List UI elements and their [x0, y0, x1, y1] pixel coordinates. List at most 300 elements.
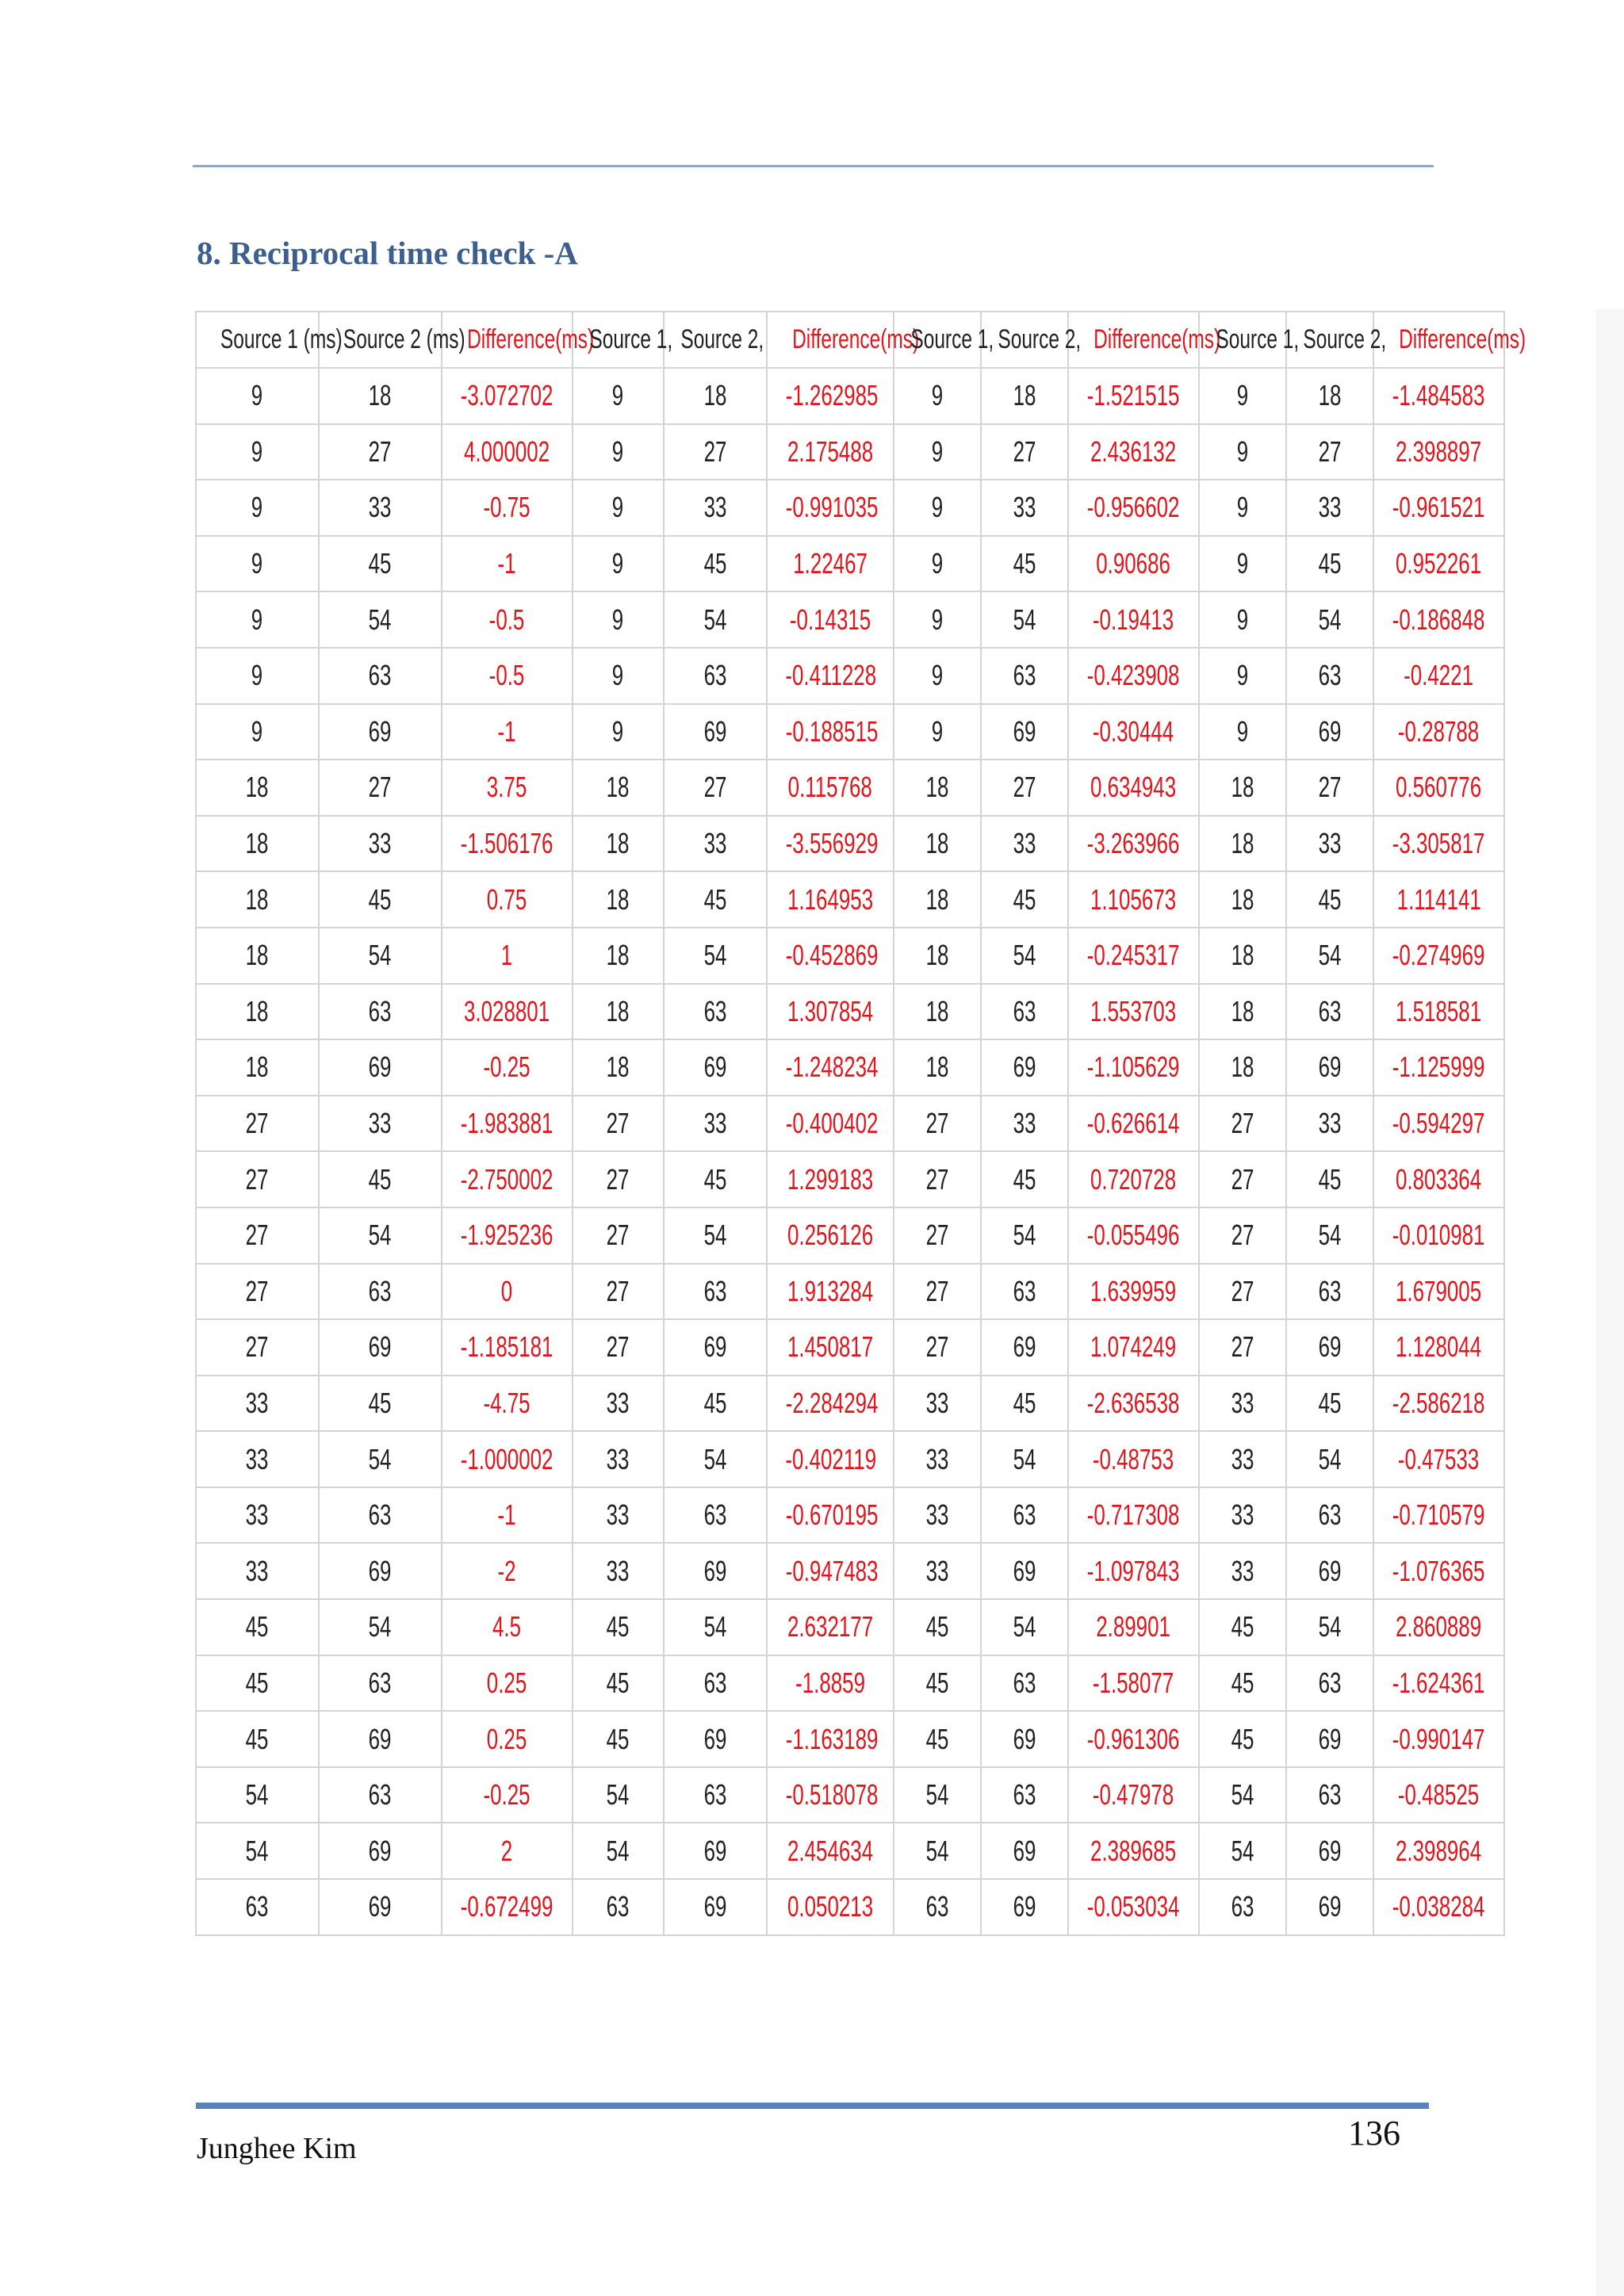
- source-cell: [573, 368, 664, 424]
- difference-cell: [767, 368, 894, 424]
- difference-cell: [1373, 1039, 1504, 1096]
- cell-value: -0.594297: [1392, 1107, 1485, 1140]
- cell-value: 2.436132: [1090, 434, 1177, 468]
- source-cell: [894, 1879, 981, 1935]
- source-cell: [664, 871, 767, 928]
- difference-cell: [442, 760, 573, 816]
- cell-value: 27: [1013, 434, 1036, 468]
- source-cell: [196, 1207, 319, 1264]
- cell-value: 45: [1013, 1162, 1036, 1196]
- source-cell: [981, 1767, 1068, 1823]
- source-cell: [319, 368, 442, 424]
- cell-value: -2.750002: [461, 1162, 553, 1196]
- difference-cell: [767, 1543, 894, 1599]
- cell-value: 33: [369, 1107, 392, 1140]
- cell-value: 0: [501, 1274, 513, 1307]
- cell-value: 45: [1231, 1610, 1254, 1644]
- cell-value: 69: [703, 1722, 727, 1755]
- difference-cell: [1373, 1376, 1504, 1432]
- source-cell: [894, 1151, 981, 1207]
- difference-cell: [442, 928, 573, 984]
- cell-value: 63: [703, 1778, 727, 1812]
- source-cell: [981, 871, 1068, 928]
- difference-cell: [442, 816, 573, 872]
- column-header: [1286, 312, 1387, 368]
- source-cell: [1199, 1711, 1286, 1767]
- difference-cell: [767, 591, 894, 648]
- difference-cell: [1373, 424, 1504, 480]
- column-header: [196, 312, 343, 368]
- cell-value: -0.956602: [1087, 491, 1180, 524]
- source-cell: [894, 480, 981, 536]
- difference-cell: [442, 1431, 573, 1487]
- cell-value: -1.105629: [1087, 1050, 1180, 1084]
- cell-value: -1.506176: [461, 827, 553, 860]
- source-cell: [196, 760, 319, 816]
- cell-value: 54: [703, 1610, 727, 1644]
- cell-value: 9: [931, 491, 944, 524]
- source-cell: [319, 1767, 442, 1823]
- cell-value: -0.4221: [1404, 659, 1474, 692]
- cell-value: 63: [1231, 1890, 1254, 1923]
- source-cell: [196, 984, 319, 1040]
- source-cell: [1199, 760, 1286, 816]
- cell-value: 33: [703, 1107, 727, 1140]
- cell-value: 69: [1013, 1330, 1036, 1364]
- table-row: [196, 1487, 1504, 1544]
- source-cell: [664, 1039, 767, 1096]
- difference-cell: [1068, 760, 1199, 816]
- difference-cell: [1373, 928, 1504, 984]
- source-cell: [573, 1487, 664, 1544]
- cell-value: 18: [925, 994, 949, 1027]
- cell-value: 9: [1236, 491, 1249, 524]
- cell-value: 1.22467: [793, 547, 868, 580]
- table-row: [196, 648, 1504, 704]
- source-cell: [1286, 1543, 1373, 1599]
- footer-author: Junghee Kim: [197, 2132, 357, 2165]
- cell-value: -3.072702: [461, 379, 553, 412]
- difference-cell: [442, 1319, 573, 1376]
- cell-value: 54: [1231, 1834, 1254, 1867]
- source-cell: [573, 928, 664, 984]
- cell-value: 45: [1318, 882, 1342, 916]
- cell-value: 0.115768: [787, 771, 873, 804]
- difference-cell: [1373, 368, 1504, 424]
- cell-value: 2: [501, 1834, 513, 1867]
- cell-value: 69: [1013, 1554, 1036, 1587]
- cell-value: 33: [246, 1386, 269, 1419]
- source-cell: [981, 1319, 1068, 1376]
- source-cell: [196, 1543, 319, 1599]
- cell-value: 33: [1318, 491, 1342, 524]
- source-cell: [981, 816, 1068, 872]
- difference-cell: [442, 1096, 573, 1152]
- source-cell: [573, 704, 664, 760]
- cell-value: 54: [925, 1834, 949, 1867]
- column-header: [1373, 312, 1526, 368]
- source-cell: [664, 816, 767, 872]
- difference-cell: [767, 760, 894, 816]
- source-cell: [981, 1376, 1068, 1432]
- table-row: [196, 1319, 1504, 1376]
- source-cell: [894, 591, 981, 648]
- cell-value: 54: [607, 1834, 630, 1867]
- table-row: [196, 1376, 1504, 1432]
- difference-cell: [442, 424, 573, 480]
- source-cell: [1199, 424, 1286, 480]
- table-row: [196, 1711, 1504, 1767]
- source-cell: [196, 1879, 319, 1935]
- source-cell: [1199, 984, 1286, 1040]
- cell-value: 54: [1013, 1219, 1036, 1252]
- table-header-row: [196, 312, 1504, 368]
- cell-value: -0.518078: [785, 1778, 879, 1812]
- source-cell: [894, 1711, 981, 1767]
- difference-cell: [442, 1655, 573, 1712]
- source-cell: [1199, 480, 1286, 536]
- cell-value: 2.389685: [1090, 1834, 1177, 1867]
- page-edge-shade: [1595, 309, 1624, 2296]
- column-header: [767, 312, 920, 368]
- cell-value: -0.48753: [1093, 1442, 1174, 1475]
- difference-cell: [767, 1039, 894, 1096]
- cell-value: 2.454634: [787, 1834, 874, 1867]
- cell-value: 69: [703, 1554, 727, 1587]
- source-cell: [1286, 928, 1373, 984]
- source-cell: [981, 1599, 1068, 1655]
- source-cell: [981, 1151, 1068, 1207]
- source-cell: [894, 1376, 981, 1432]
- difference-cell: [1068, 424, 1199, 480]
- cell-value: 9: [612, 491, 624, 524]
- table-body: [196, 368, 1504, 1935]
- cell-value: 0.803364: [1396, 1162, 1482, 1196]
- cell-value: 45: [246, 1610, 269, 1644]
- cell-value: 0.634943: [1090, 771, 1177, 804]
- cell-value: 27: [246, 1274, 269, 1307]
- source-cell: [1286, 871, 1373, 928]
- difference-cell: [1068, 480, 1199, 536]
- cell-value: 1.105673: [1090, 882, 1177, 916]
- source-cell: [573, 1543, 664, 1599]
- cell-value: 9: [1236, 714, 1249, 748]
- source-cell: [664, 591, 767, 648]
- difference-cell: [1373, 760, 1504, 816]
- difference-cell: [442, 1151, 573, 1207]
- cell-value: 69: [703, 1050, 727, 1084]
- cell-value: -0.245317: [1087, 939, 1180, 972]
- column-header-label: Source 1,: [589, 324, 673, 354]
- cell-value: 63: [703, 1498, 727, 1532]
- source-cell: [573, 1767, 664, 1823]
- difference-cell: [1068, 1711, 1199, 1767]
- cell-value: 27: [246, 1162, 269, 1196]
- section-title: 8. Reciprocal time check -A: [197, 235, 578, 271]
- cell-value: 54: [1013, 939, 1036, 972]
- cell-value: 45: [1231, 1666, 1254, 1699]
- cell-value: 63: [369, 1666, 392, 1699]
- cell-value: 0.050213: [787, 1890, 874, 1923]
- cell-value: 69: [369, 1050, 392, 1084]
- source-cell: [573, 1655, 664, 1712]
- source-cell: [1286, 984, 1373, 1040]
- difference-cell: [1373, 1767, 1504, 1823]
- source-cell: [573, 1039, 664, 1096]
- cell-value: 33: [1231, 1442, 1254, 1475]
- source-cell: [894, 1487, 981, 1544]
- cell-value: 69: [1013, 1050, 1036, 1084]
- cell-value: -1.248234: [785, 1050, 879, 1084]
- source-cell: [319, 1655, 442, 1712]
- source-cell: [319, 424, 442, 480]
- difference-cell: [1068, 1207, 1199, 1264]
- source-cell: [664, 1879, 767, 1935]
- cell-value: 1.913284: [787, 1274, 874, 1307]
- source-cell: [664, 1376, 767, 1432]
- cell-value: 54: [369, 939, 392, 972]
- source-cell: [319, 1543, 442, 1599]
- source-cell: [1199, 1879, 1286, 1935]
- cell-value: 18: [1231, 939, 1254, 972]
- cell-value: 33: [607, 1442, 630, 1475]
- cell-value: -0.710579: [1392, 1498, 1485, 1532]
- source-cell: [1286, 368, 1373, 424]
- cell-value: 0.25: [487, 1722, 527, 1755]
- cell-value: 45: [369, 1386, 392, 1419]
- source-cell: [196, 1711, 319, 1767]
- difference-cell: [1373, 1319, 1504, 1376]
- source-cell: [1286, 1767, 1373, 1823]
- source-cell: [573, 816, 664, 872]
- cell-value: 45: [703, 547, 727, 580]
- cell-value: 27: [1318, 434, 1342, 468]
- cell-value: 4.000002: [464, 434, 550, 468]
- cell-value: -0.038284: [1392, 1890, 1485, 1923]
- source-cell: [1199, 1655, 1286, 1712]
- cell-value: 33: [925, 1498, 949, 1532]
- difference-cell: [1373, 1431, 1504, 1487]
- cell-value: 3.75: [487, 771, 527, 804]
- cell-value: 69: [369, 1834, 392, 1867]
- cell-value: 54: [369, 603, 392, 636]
- cell-value: 18: [703, 379, 727, 412]
- cell-value: 63: [1013, 1666, 1036, 1699]
- cell-value: -1.925236: [461, 1219, 553, 1252]
- source-cell: [981, 1487, 1068, 1544]
- cell-value: 0.952261: [1396, 547, 1482, 580]
- table-row: [196, 424, 1504, 480]
- source-cell: [319, 1711, 442, 1767]
- cell-value: 2.175488: [787, 434, 874, 468]
- cell-value: 54: [369, 1442, 392, 1475]
- cell-value: 45: [703, 1386, 727, 1419]
- source-cell: [1286, 536, 1373, 592]
- source-cell: [319, 760, 442, 816]
- column-header-label: Source 1,: [1216, 324, 1300, 354]
- cell-value: -0.47533: [1398, 1442, 1480, 1475]
- table-row: [196, 536, 1504, 592]
- source-cell: [664, 1655, 767, 1712]
- source-cell: [319, 1207, 442, 1264]
- source-cell: [196, 536, 319, 592]
- source-cell: [894, 1207, 981, 1264]
- cell-value: 18: [1231, 882, 1254, 916]
- difference-cell: [1068, 536, 1199, 592]
- source-cell: [1286, 1711, 1373, 1767]
- table-container: [195, 311, 1526, 1936]
- cell-value: 2.632177: [787, 1610, 874, 1644]
- source-cell: [1199, 648, 1286, 704]
- difference-cell: [767, 984, 894, 1040]
- cell-value: -3.305817: [1392, 827, 1485, 860]
- source-cell: [1199, 1264, 1286, 1320]
- cell-value: 27: [1231, 1274, 1254, 1307]
- difference-cell: [1373, 1487, 1504, 1544]
- source-cell: [1199, 1096, 1286, 1152]
- cell-value: 9: [1236, 547, 1249, 580]
- source-cell: [319, 984, 442, 1040]
- source-cell: [319, 1431, 442, 1487]
- cell-value: -3.263966: [1087, 827, 1180, 860]
- cell-value: 63: [246, 1890, 269, 1923]
- difference-cell: [442, 984, 573, 1040]
- source-cell: [196, 1319, 319, 1376]
- cell-value: 63: [1318, 1666, 1342, 1699]
- cell-value: 9: [612, 547, 624, 580]
- cell-value: 18: [246, 939, 269, 972]
- source-cell: [664, 704, 767, 760]
- cell-value: 45: [1318, 1162, 1342, 1196]
- cell-value: 0.25: [487, 1666, 527, 1699]
- cell-value: 18: [246, 1050, 269, 1084]
- difference-cell: [1373, 591, 1504, 648]
- cell-value: 69: [369, 714, 392, 748]
- source-cell: [573, 1599, 664, 1655]
- cell-value: 2.398897: [1396, 434, 1482, 468]
- cell-value: 9: [612, 714, 624, 748]
- cell-value: 63: [369, 1274, 392, 1307]
- source-cell: [1286, 760, 1373, 816]
- source-cell: [664, 1207, 767, 1264]
- cell-value: 27: [703, 771, 727, 804]
- cell-value: 63: [1318, 1778, 1342, 1812]
- difference-cell: [442, 648, 573, 704]
- source-cell: [1199, 1543, 1286, 1599]
- source-cell: [573, 424, 664, 480]
- cell-value: 45: [1013, 882, 1036, 916]
- column-header-label: Difference(ms): [1094, 324, 1221, 354]
- source-cell: [319, 1376, 442, 1432]
- cell-value: -1.624361: [1392, 1666, 1485, 1699]
- cell-value: 63: [607, 1890, 630, 1923]
- source-cell: [894, 1039, 981, 1096]
- source-cell: [894, 1543, 981, 1599]
- source-cell: [196, 1431, 319, 1487]
- source-cell: [1286, 1207, 1373, 1264]
- difference-cell: [767, 1655, 894, 1712]
- cell-value: 69: [703, 714, 727, 748]
- cell-value: -0.186848: [1392, 603, 1485, 636]
- source-cell: [573, 1431, 664, 1487]
- cell-value: -1: [497, 547, 517, 580]
- cell-value: 9: [251, 659, 263, 692]
- source-cell: [1286, 1264, 1373, 1320]
- difference-cell: [767, 1823, 894, 1879]
- cell-value: 33: [925, 1554, 949, 1587]
- source-cell: [1286, 1151, 1373, 1207]
- source-cell: [664, 928, 767, 984]
- cell-value: 1.679005: [1396, 1274, 1482, 1307]
- cell-value: 2.398964: [1396, 1834, 1482, 1867]
- source-cell: [1286, 1487, 1373, 1544]
- difference-cell: [767, 1711, 894, 1767]
- source-cell: [196, 1264, 319, 1320]
- cell-value: -2.636538: [1087, 1386, 1180, 1419]
- source-cell: [1286, 1319, 1373, 1376]
- cell-value: 18: [246, 882, 269, 916]
- cell-value: -0.400402: [785, 1107, 879, 1140]
- source-cell: [981, 1264, 1068, 1320]
- cell-value: 69: [1318, 714, 1342, 748]
- column-header-label: Source 2,: [680, 324, 764, 354]
- cell-value: 45: [246, 1666, 269, 1699]
- source-cell: [196, 424, 319, 480]
- source-cell: [319, 536, 442, 592]
- source-cell: [664, 424, 767, 480]
- source-cell: [894, 424, 981, 480]
- cell-value: 33: [246, 1442, 269, 1475]
- difference-cell: [442, 704, 573, 760]
- source-cell: [664, 1767, 767, 1823]
- cell-value: 54: [1013, 1442, 1036, 1475]
- source-cell: [981, 928, 1068, 984]
- difference-cell: [1373, 871, 1504, 928]
- cell-value: -0.053034: [1087, 1890, 1180, 1923]
- cell-value: 0.256126: [787, 1219, 874, 1252]
- cell-value: -0.010981: [1392, 1219, 1485, 1252]
- cell-value: -1.097843: [1087, 1554, 1180, 1587]
- cell-value: 69: [703, 1330, 727, 1364]
- table-row: [196, 1543, 1504, 1599]
- source-cell: [1199, 1207, 1286, 1264]
- cell-value: 27: [925, 1219, 949, 1252]
- source-cell: [981, 368, 1068, 424]
- cell-value: 18: [925, 827, 949, 860]
- difference-cell: [1373, 984, 1504, 1040]
- source-cell: [319, 871, 442, 928]
- table-row: [196, 984, 1504, 1040]
- difference-cell: [767, 1319, 894, 1376]
- source-cell: [664, 1431, 767, 1487]
- cell-value: 18: [1231, 1050, 1254, 1084]
- cell-value: 9: [612, 434, 624, 468]
- cell-value: 69: [1318, 1554, 1342, 1587]
- difference-cell: [1373, 1207, 1504, 1264]
- source-cell: [196, 480, 319, 536]
- source-cell: [664, 1823, 767, 1879]
- column-header: [981, 312, 1082, 368]
- source-cell: [1199, 368, 1286, 424]
- cell-value: 54: [1231, 1778, 1254, 1812]
- cell-value: -2.586218: [1392, 1386, 1485, 1419]
- difference-cell: [767, 1431, 894, 1487]
- cell-value: 27: [1231, 1107, 1254, 1140]
- cell-value: 1.299183: [787, 1162, 874, 1196]
- cell-value: 0.560776: [1396, 771, 1482, 804]
- source-cell: [319, 704, 442, 760]
- source-cell: [573, 480, 664, 536]
